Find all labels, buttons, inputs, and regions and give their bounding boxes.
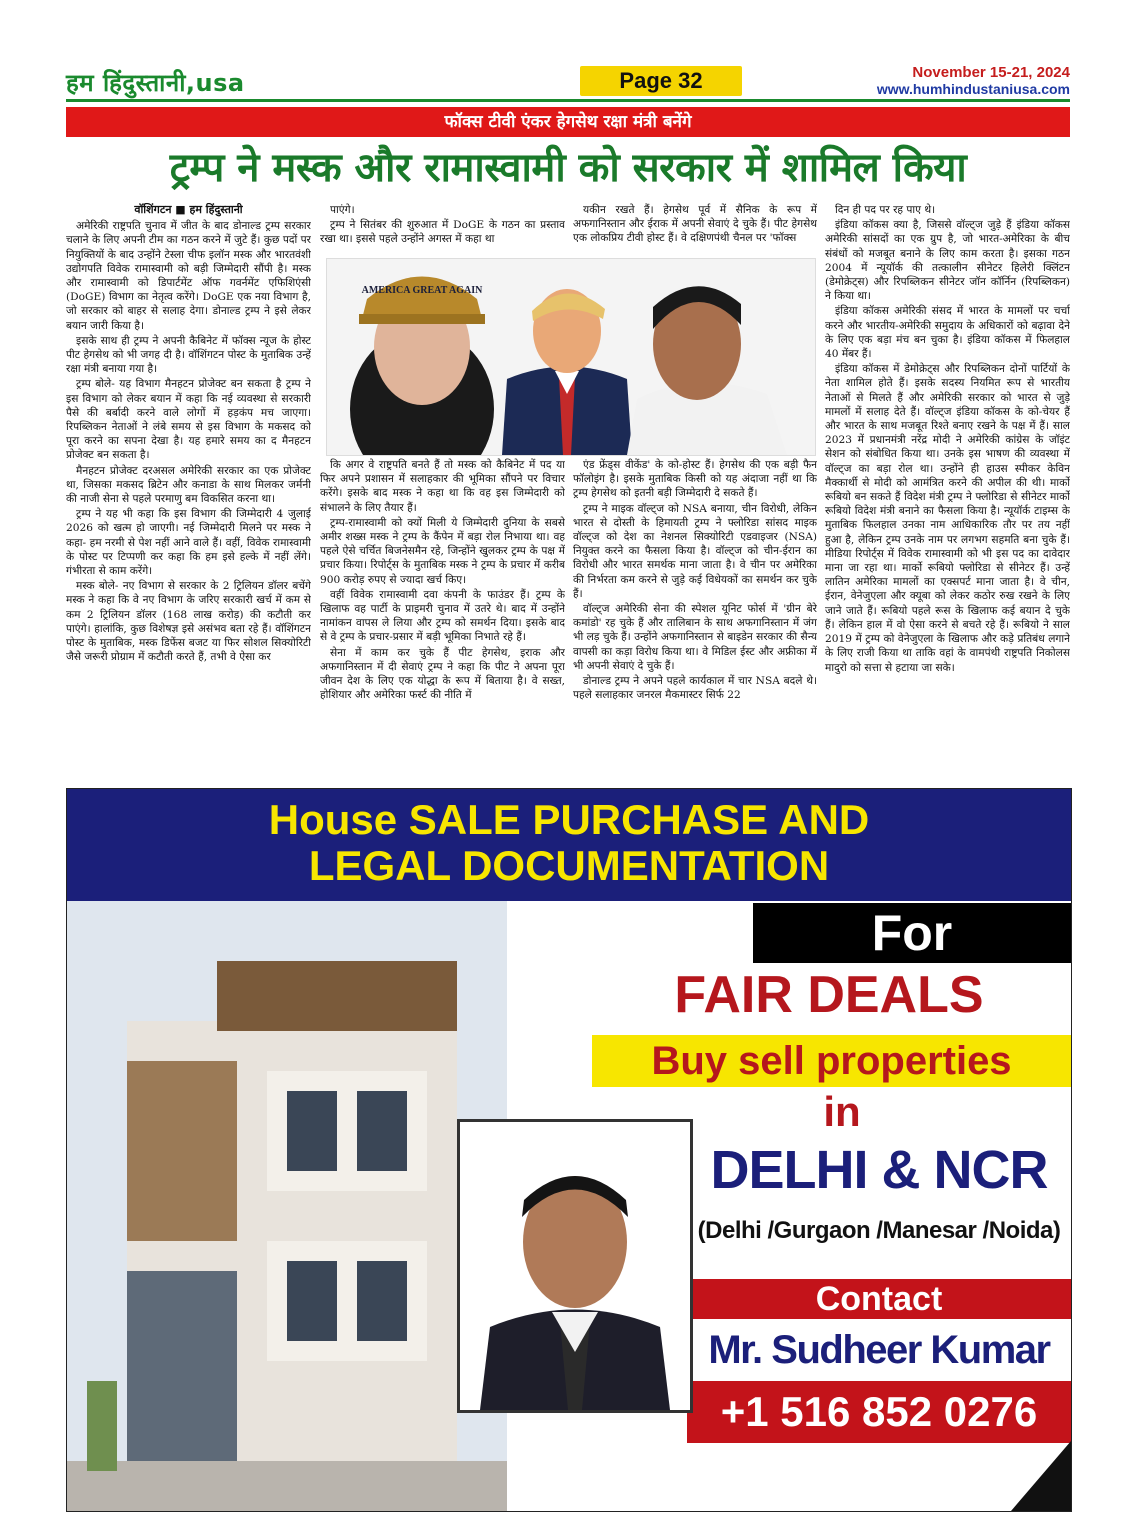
ad-contact-name: Mr. Sudheer Kumar bbox=[708, 1328, 1050, 1372]
paragraph: ट्रम्प ने यह भी कहा कि इस विभाग की जिम्मेदारी 4 जुलाई 2026 को खत्म हो जाएगी। नई जिम्मेदारी मिलने पर मस्क ने कहा- हम नरमी से पेश नहीं आने वाले हैं। वहीं, विवेक रामास्वामी के पोस्ट पर टिप्पणी कर कहा कि हम इसे हल्के में नहीं लेंगे। गंभीरता से काम करेंगे। bbox=[66, 508, 311, 578]
article-column-4 bbox=[825, 203, 1070, 778]
article-column-3-top bbox=[573, 203, 817, 253]
website-link[interactable]: www.humhindustaniusa.com bbox=[876, 81, 1070, 97]
main-headline: ट्रम्प ने मस्क और रामास्वामी को सरकार में शामिल किया bbox=[169, 145, 967, 191]
paragraph: सेना में काम कर चुके हैं पीट हेगसेथ, इराक और अफगानिस्तान में दी सेवाएं ट्रम्प ने कहा कि पीट ने अपना पूरा जीवन देश के लिए एक योद्धा के रूप में बिताया है। वे सख्त, होशियार और अमेरिका फर्स्ट की नीति में bbox=[320, 646, 565, 702]
agent-portrait bbox=[457, 1119, 693, 1413]
paragraph: ट्रम्प ने सितंबर की शुरुआत में DoGE के गठन का प्रस्ताव रखा था। इससे पहले उन्होंने अगस्त में कहा था bbox=[320, 219, 565, 246]
paragraph: वहीं विवेक रामास्वामी दवा कंपनी के फाउंडर हैं। ट्रम्प के खिलाफ वह पार्टी के प्राइमरी चुनाव में उतरे थे। बाद में उन्होंने नामांकन वापस ले लिया और ट्रम्प को समर्थन दिया। इसके बाद से वे ट्रम्प के प्रचार-प्रसार में बड़ी भूमिका निभाते रहे हैं। bbox=[320, 588, 565, 644]
house-image bbox=[67, 901, 507, 1511]
paragraph: इसके साथ ही ट्रम्प ने अपनी कैबिनेट में फॉक्स न्यूज के होस्ट पीट हेगसेथ को भी जगह दी है। वॉशिंगटन पोस्ट के मुताबिक उन्हें रक्षा मंत्री बनाया गया है। bbox=[66, 334, 311, 376]
ad-in: in bbox=[823, 1088, 861, 1135]
publication-title: हम हिंदुस्तानी,usa bbox=[66, 69, 245, 97]
paragraph: ट्रम्प ने माइक वॉल्ट्ज को NSA बनाया, चीन विरोधी, लेकिन भारत से दोस्ती के हिमायती ट्रम्प ने फ्लोरिडा सांसद माइक वॉल्ट्ज को देश का नेशनल सिक्योरिटी एडवाइजर (NSA) नियुक्त करने का फैसला किया है। वॉल्ट्ज को चीन-ईरान का विरोधी और भारत समर्थक माना जाता है। वे चीन पर अमेरिका की निर्भरता कम करने से जुड़े कई विधेयकों का समर्थन कर चुके हैं। bbox=[573, 502, 817, 600]
dateline bbox=[877, 64, 1070, 98]
ad-for-label: For bbox=[753, 903, 1071, 963]
paragraph: वॉल्ट्ज अमेरिकी सेना की स्पेशल यूनिट फोर्स में 'ग्रीन बेरे कमांडो' रह चुके हैं और तालिबान के साथ अफगानिस्तान में जंग भी लड़ चुके हैं। उन्होंने अफगानिस्तान से बाइडेन सरकार की सैन्य वापसी का कड़ा विरोध किया था। वे मिडिल ईस्ट और अफ्रीका में भी अपनी सेवाएं दे चुके हैं। bbox=[573, 603, 817, 672]
photo-illustration bbox=[327, 259, 815, 455]
ad-contact-label: Contact bbox=[687, 1279, 1071, 1319]
house-illustration bbox=[67, 901, 507, 1511]
paragraph: मैनहटन प्रोजेक्ट दरअसल अमेरिकी सरकार का एक प्रोजेक्ट था, जिसका मकसद ब्रिटेन और कनाडा के साथ मिलकर जर्मनी की नाजी सेना से पहले परमाणु बम विकसित करना था। bbox=[66, 464, 311, 506]
paragraph: मस्क बोले- नए विभाग से सरकार के 2 ट्रिलियन डॉलर बचेंगे मस्क ने कहा कि वे नए विभाग के जरिए सरकारी खर्च में कम से कम 2 ट्रिलियन डॉलर (168 लाख करोड़) की कटौती कर पाएंगे। हालांकि, कुछ विशेषज्ञ इसे असंभव बता रहे हैं। वॉशिंगटन पोस्ट के मुताबिक, मस्क डिफेंस बजट या फिर सोशल सिक्योरिटी जैसे जरूरी प्रोग्राम में कटौती करते हैं, तभी वे ऐसा कर bbox=[66, 580, 311, 664]
ad-phone-number[interactable]: +1 516 852 0276 bbox=[687, 1381, 1071, 1443]
ad-title bbox=[67, 797, 1071, 889]
paragraph: इंडिया कॉकस में डेमोक्रेट्स और रिपब्लिकन दोनों पार्टियों के नेता शामिल होते हैं। इसके सदस्य नियमित रूप से भारतीय नेताओं से मिलते हैं और अमेरिकी सरकार को भारत से जुड़े मामलों में सलाह देते हैं। वॉल्ट्ज इंडिया कॉकस के को-चेयर हैं और भारत के साथ मजबूत रिश्ते बनाए रखने के पक्ष में हैं। साल 2023 में प्रधानमंत्री नरेंद्र मोदी ने अमेरिकी कांग्रेस के जॉइंट सेशन को संबोधित किया था। उनके इस भाषण की व्यवस्था में वॉल्ट्ज का बड़ा रोल था। उन्होंने ही हाउस स्पीकर केविन मैक्कार्थी से मोदी को आमंत्रित करने की अपील की थी। मार्को रूबियो बन सकते हैं विदेश मंत्री ट्रम्प ने फ्लोरिडा से सीनेटर मार्को रूबियो विदेश मंत्री बनाने का फैसला किया है। न्यूयॉर्क टाइम्स के मुताबिक फिलहाल उनका नाम आधिकारिक तौर पर तय नहीं हुआ है, लेकिन ट्रम्प उनके नाम पर लगभग सहमति बना चुके हैं। मीडिया रिपोर्ट्स में विवेक रामास्वामी को भी इस पद का दावेदार माना जा रहा था। मार्को रूबियो फ्लोरिडा से सीनेटर हैं। उन्हें लातिन अमेरिका मामलों का एक्सपर्ट माना जाता है। वे चीन, ईरान, वेनेजुएला और क्यूबा को लेकर कठोर रुख रखने के लिए जाने जाते हैं। रूबियो पहले रूस के खिलाफ कई बयान दे चुके हैं। लेकिन हाल में वो ऐसा करने से बचते रहे हैं। रूबियो ने साल 2019 में ट्रम्प को वेनेजुएला के खिलाफ और कड़े प्रतिबंध लगाने के लिए राजी किया था ताकि वहां के वामपंथी राष्ट्रपति निकोलस मादुरो को सत्ता से हटाया जा सके। bbox=[825, 363, 1070, 674]
ad-title-line-2: LEGAL DOCUMENTATION bbox=[308, 842, 830, 889]
paragraph: अमेरिकी राष्ट्रपति चुनाव में जीत के बाद डोनाल्ड ट्रम्प सरकार चलाने के लिए अपनी टीम का गठन करने में जुटे हैं। कुछ पदों पर नियुक्तियों के बाद उन्होंने टेस्ला चीफ इलॉन मस्क और भारतवंशी उद्योगपति विवेक रामास्वामी को बड़ी जिम्मेदारी सौंपी है। मस्क और रामास्वामी को डिपार्टमेंट ऑफ गवर्नमेंट एफिशिएंसी (DoGE) विभाग का नेतृत्व करेंगे। DoGE एक नया विभाग है, जो सरकार को बाहर से सलाह देगा। डोनाल्ड ट्रम्प ने इसे लेकर बयान जारी किया है। bbox=[66, 220, 311, 332]
paragraph: ट्रम्प-रामास्वामी को क्यों मिली ये जिम्मेदारी दुनिया के सबसे अमीर शख्स मस्क ने ट्रम्प के कैंपेन में बड़ा रोल निभाया था। वह पहले ऐसे चर्चित बिजनेसमैन रहे, जिन्होंने खुलकर ट्रम्प के पक्ष में प्रचार किया। रिपोर्ट्स के मुताबिक मस्क ने ट्रम्प के प्रचार में करीब 900 करोड़ रुपए से ज्यादा खर्च किए। bbox=[320, 516, 565, 586]
paragraph: पाएंगे। bbox=[330, 204, 355, 216]
paragraph: यकीन रखते हैं। हेगसेथ पूर्व में सैनिक के रूप में अफगानिस्तान और ईराक में अपनी सेवाएं दे चुके हैं। पीट हेगसेथ एक लोकप्रिय टीवी होस्ट हैं। वे दक्षिणपंथी चैनल पर 'फॉक्स bbox=[573, 204, 817, 245]
cap-text: AMERICA GREAT AGAIN bbox=[361, 285, 483, 296]
header-rule bbox=[66, 99, 1070, 102]
masthead bbox=[66, 66, 1070, 98]
kicker-banner: फॉक्स टीवी एंकर हेगसेथ रक्षा मंत्री बनेंगे bbox=[66, 107, 1070, 137]
person-musk bbox=[350, 277, 494, 456]
issue-date: November 15-21, 2024 bbox=[912, 64, 1070, 81]
ad-header bbox=[67, 789, 1071, 901]
ad-cities: (Delhi /Gurgaon /Manesar /Noida) bbox=[697, 1217, 1061, 1244]
article-column-2-bottom bbox=[320, 458, 565, 778]
paragraph: डोनाल्ड ट्रम्प ने अपने पहले कार्यकाल में चार NSA बदले थे। पहले सलाहकार जनरल मैकमास्टर सिर्फ 22 bbox=[573, 675, 817, 702]
paragraph: कि अगर वे राष्ट्रपति बनते हैं तो मस्क को कैबिनेट में पद या फिर अपने प्रशासन में सलाहकार की भूमिका सौंपने पर विचार करेंगे। इसके बाद मस्क ने कहा था कि वह इस जिम्मेदारी को संभालने के लिए तैयार हैं। bbox=[320, 459, 565, 514]
paragraph: ट्रम्प बोले- यह विभाग मैनहटन प्रोजेक्ट बन सकता है ट्रम्प ने इस विभाग को लेकर बयान में कहा कि नई व्यवस्था से सरकारी पैसे की बर्बादी करने वाले लोगों में हड़कंप मच जाएगा। रिपब्लिकन नेताओं ने लंबे समय से इस विभाग के मकसद को पूरा करने का सपना देखा है। यह हमारे समय का द मैनहटन प्रोजेक्ट बन सकता है। bbox=[66, 378, 311, 462]
ad-title-line-1: House SALE PURCHASE AND bbox=[268, 796, 870, 843]
ad-buy-sell: Buy sell properties bbox=[592, 1035, 1071, 1087]
agent-portrait-illustration bbox=[460, 1122, 690, 1410]
article-column-3-bottom bbox=[573, 458, 817, 778]
paragraph: एंड फ्रेंड्स वीकेंड' के को-होस्ट हैं। हेगसेथ की एक बड़ी फैन फॉलोइंग है। इसके मुताबिक किसी को यह अंदाजा नहीं था कि ट्रम्प हेगसेथ को इतनी बड़ी जिम्मेदारी दे सकते हैं। bbox=[573, 459, 817, 500]
real-estate-ad bbox=[66, 788, 1072, 1512]
ad-corner-accent bbox=[1011, 1441, 1071, 1511]
page-number: Page 32 bbox=[580, 66, 742, 96]
paragraph: दिन ही पद पर रह पाए थे। bbox=[835, 204, 936, 216]
article-column-2-top bbox=[320, 203, 565, 253]
ad-region: DELHI & NCR bbox=[710, 1140, 1048, 1200]
article-column-1 bbox=[66, 203, 311, 778]
paragraph: इंडिया कॉकस क्या है, जिससे वॉल्ट्ज जुड़े हैं इंडिया कॉकस अमेरिकी सांसदों का एक ग्रुप है, जो भारत-अमेरिका के बीच संबंधों को मजबूत बनाने के लिए काम करता है। इसका गठन 2004 में न्यूयॉर्क की तत्कालीन सीनेटर हिलेरी क्लिंटन (डेमोक्रेट्स) और रिपब्लिकन सीनेटर जॉन कॉर्निन (रिपब्लिकन) ने किया था। bbox=[825, 219, 1070, 303]
ad-fair-deals: FAIR DEALS bbox=[674, 966, 984, 1024]
byline: वॉशिंगटन ■ हम हिंदुस्तानी bbox=[134, 203, 243, 216]
paragraph: इंडिया कॉकस अमेरिकी संसद में भारत के मामलों पर चर्चा करने और भारतीय-अमेरिकी समुदाय के अधिकारों को बढ़ावा देने के लिए एक बड़ा मंच बन चुका है। इंडिया कॉकस में फिलहाल 40 मेंबर हैं। bbox=[825, 305, 1070, 361]
news-photo bbox=[326, 258, 816, 456]
